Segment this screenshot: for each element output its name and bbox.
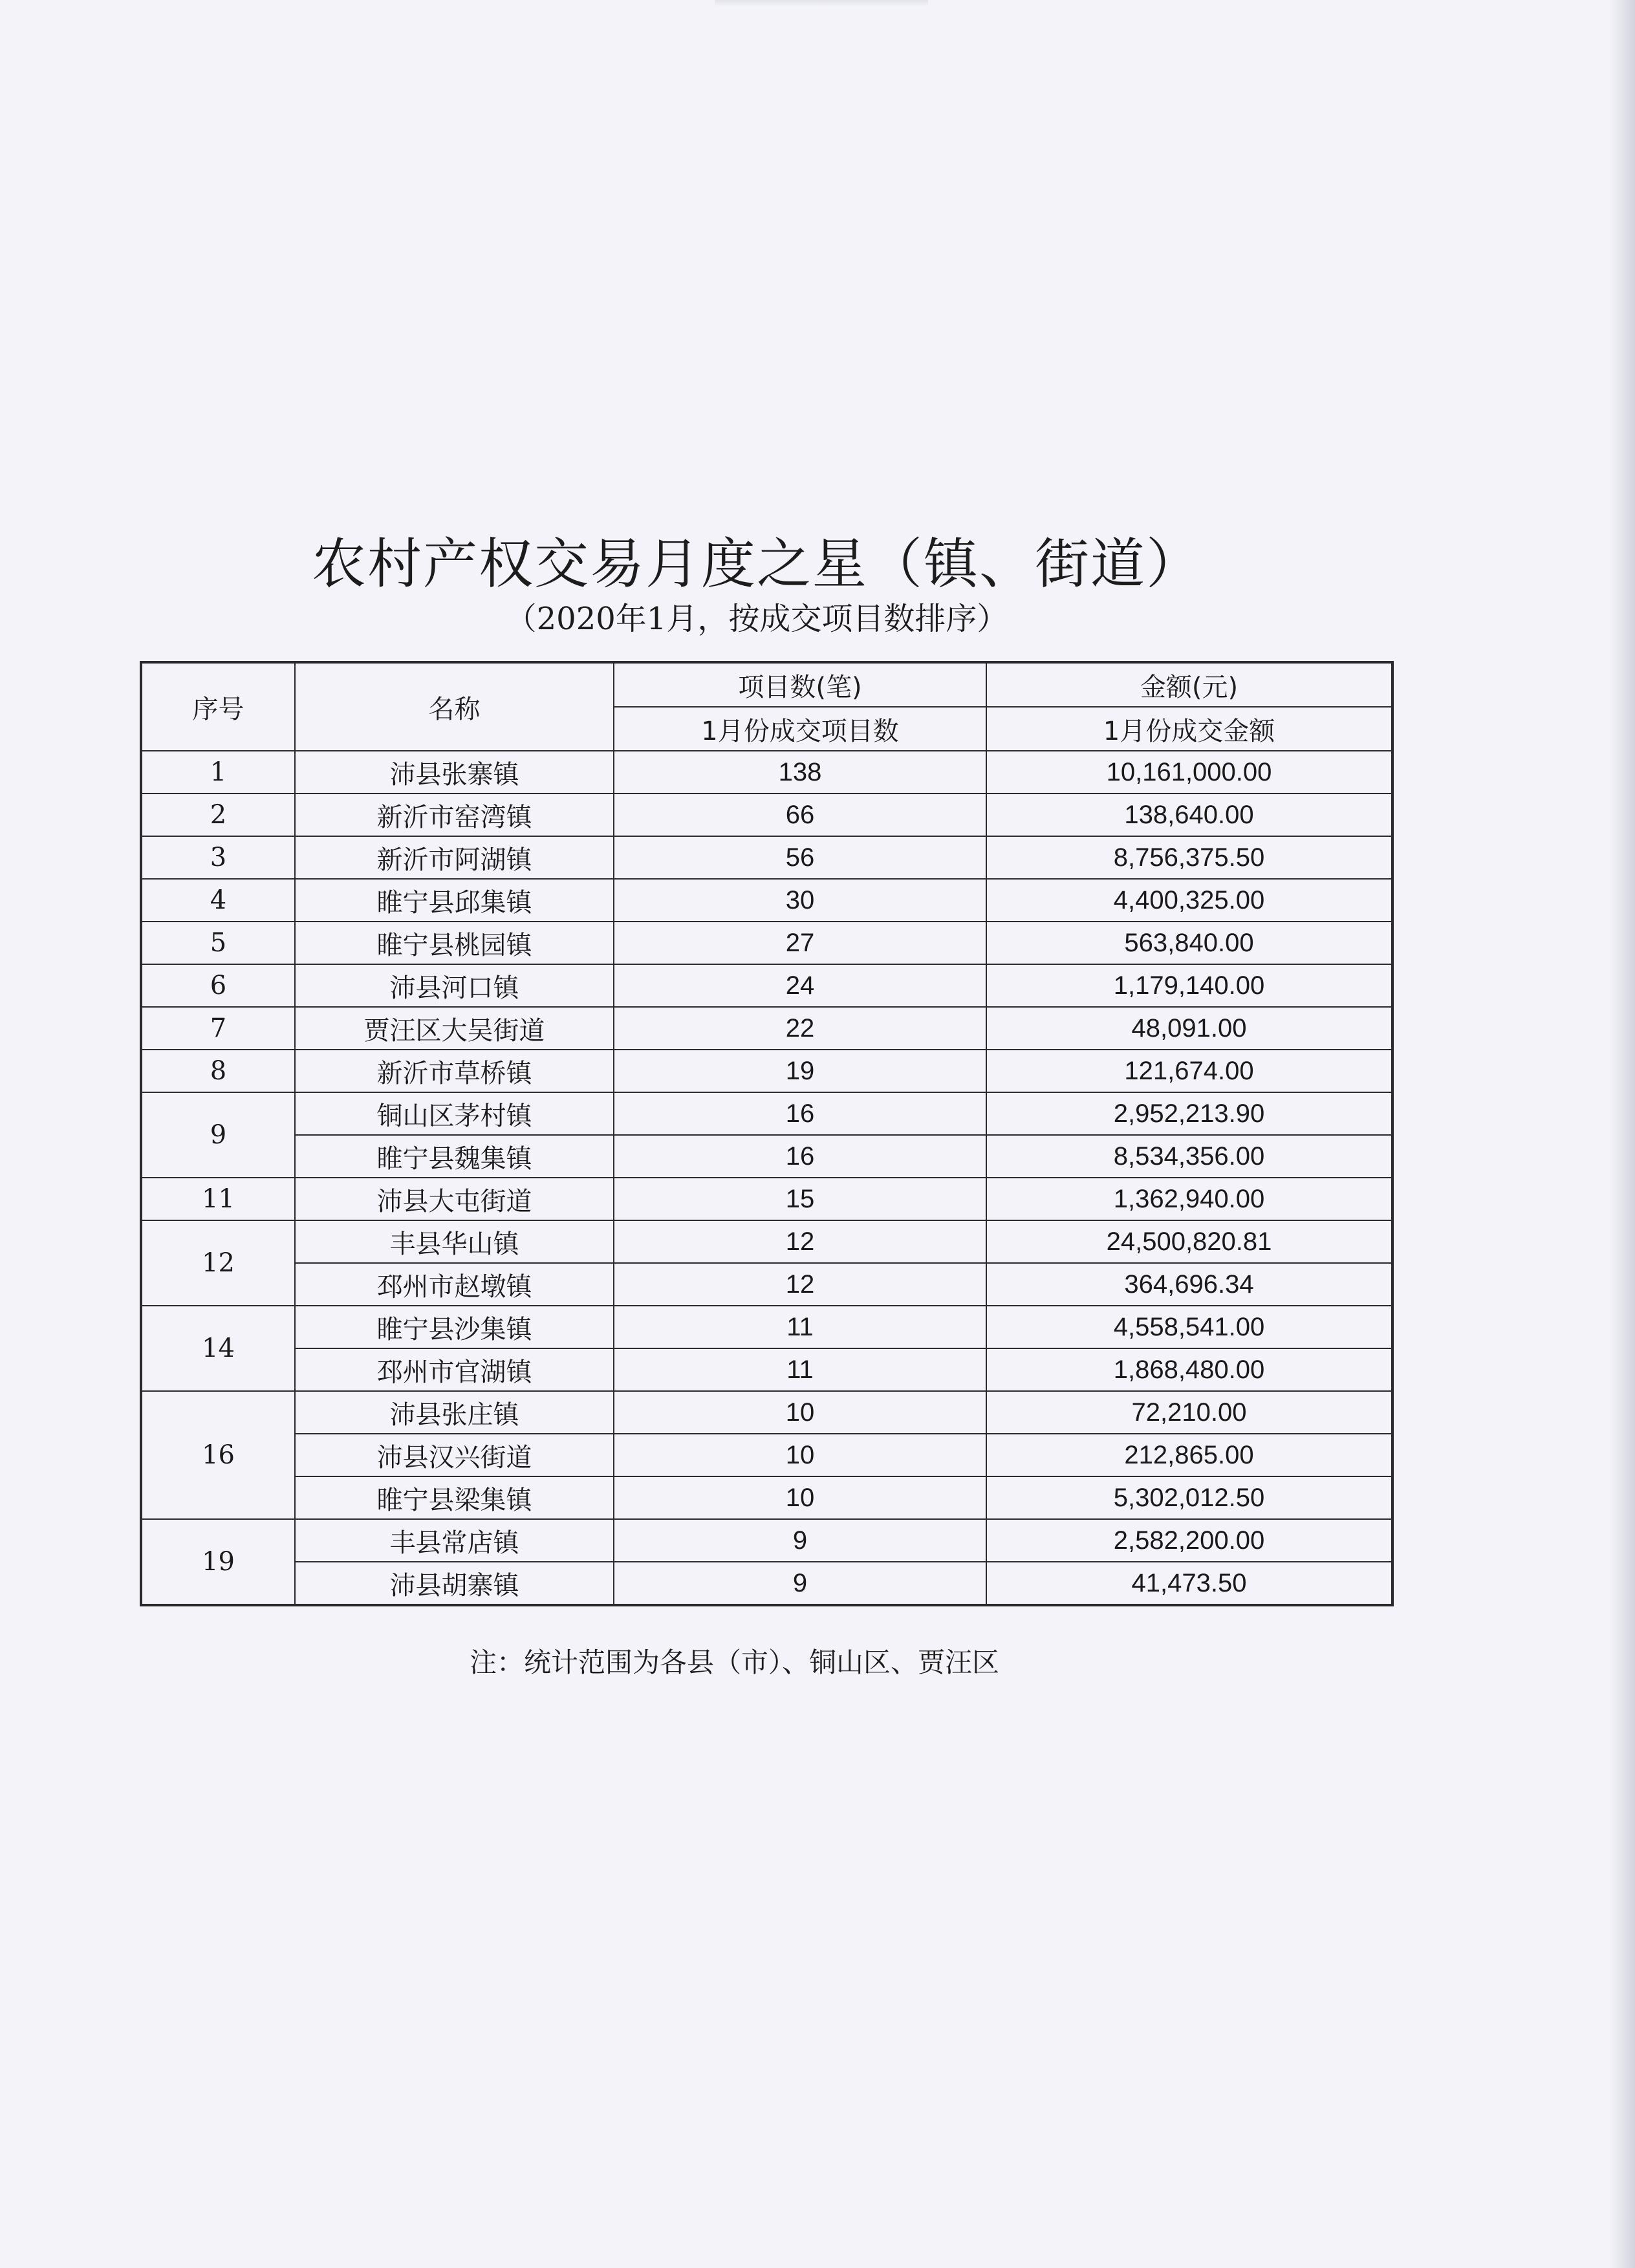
rank-cell: 1 bbox=[141, 751, 295, 794]
table-row bbox=[141, 879, 1392, 922]
count-cell: 11 bbox=[614, 1306, 986, 1348]
count-cell: 12 bbox=[614, 1263, 986, 1306]
header-rank: 序号 bbox=[141, 662, 295, 751]
count-cell: 16 bbox=[614, 1135, 986, 1178]
rank-cell: 5 bbox=[141, 922, 295, 964]
table-row bbox=[141, 1476, 1392, 1519]
amount-cell: 121,674.00 bbox=[986, 1050, 1392, 1092]
name-cell: 贾汪区大吴街道 bbox=[295, 1007, 614, 1050]
count-cell: 15 bbox=[614, 1178, 986, 1220]
amount-cell: 41,473.50 bbox=[986, 1562, 1392, 1605]
name-cell: 睢宁县沙集镇 bbox=[295, 1306, 614, 1348]
table-row bbox=[141, 922, 1392, 964]
rank-cell: 6 bbox=[141, 964, 295, 1007]
amount-cell: 72,210.00 bbox=[986, 1391, 1392, 1434]
name-cell: 邳州市官湖镇 bbox=[295, 1348, 614, 1391]
table-row bbox=[141, 1562, 1392, 1605]
amount-cell: 48,091.00 bbox=[986, 1007, 1392, 1050]
header-amount-group: 金额(元) bbox=[986, 662, 1392, 707]
table-row bbox=[141, 1178, 1392, 1220]
table-row bbox=[141, 1434, 1392, 1476]
name-cell: 新沂市阿湖镇 bbox=[295, 836, 614, 879]
rank-cell: 8 bbox=[141, 1050, 295, 1092]
count-cell: 10 bbox=[614, 1391, 986, 1434]
footnote: 注：统计范围为各县（市）、铜山区、贾汪区 bbox=[470, 1647, 1000, 1678]
count-cell: 10 bbox=[614, 1476, 986, 1519]
table-row bbox=[141, 1391, 1392, 1434]
count-cell: 24 bbox=[614, 964, 986, 1007]
name-cell: 睢宁县梁集镇 bbox=[295, 1476, 614, 1519]
table-row bbox=[141, 1092, 1392, 1135]
amount-cell: 10,161,000.00 bbox=[986, 751, 1392, 794]
name-cell: 丰县华山镇 bbox=[295, 1220, 614, 1263]
header-amount-sub: 1月份成交金额 bbox=[986, 707, 1392, 751]
name-cell: 新沂市窑湾镇 bbox=[295, 794, 614, 836]
rank-cell: 9 bbox=[141, 1092, 295, 1178]
amount-cell: 2,582,200.00 bbox=[986, 1519, 1392, 1562]
rank-cell: 16 bbox=[141, 1391, 295, 1519]
count-cell: 12 bbox=[614, 1220, 986, 1263]
amount-cell: 8,534,356.00 bbox=[986, 1135, 1392, 1178]
amount-cell: 4,558,541.00 bbox=[986, 1306, 1392, 1348]
name-cell: 睢宁县魏集镇 bbox=[295, 1135, 614, 1178]
count-cell: 22 bbox=[614, 1007, 986, 1050]
name-cell: 睢宁县桃园镇 bbox=[295, 922, 614, 964]
amount-cell: 5,302,012.50 bbox=[986, 1476, 1392, 1519]
rank-cell: 11 bbox=[141, 1178, 295, 1220]
header-count-group: 项目数(笔) bbox=[614, 662, 986, 707]
count-cell: 11 bbox=[614, 1348, 986, 1391]
rank-cell: 3 bbox=[141, 836, 295, 879]
rank-cell: 4 bbox=[141, 879, 295, 922]
count-cell: 9 bbox=[614, 1562, 986, 1605]
table-row bbox=[141, 794, 1392, 836]
table-row bbox=[141, 836, 1392, 879]
count-cell: 16 bbox=[614, 1092, 986, 1135]
table-row bbox=[141, 751, 1392, 794]
rank-cell: 7 bbox=[141, 1007, 295, 1050]
count-cell: 56 bbox=[614, 836, 986, 879]
amount-cell: 1,179,140.00 bbox=[986, 964, 1392, 1007]
table-row bbox=[141, 1519, 1392, 1562]
rank-cell: 19 bbox=[141, 1519, 295, 1605]
table-body bbox=[141, 751, 1392, 1605]
name-cell: 新沂市草桥镇 bbox=[295, 1050, 614, 1092]
scan-edge-shadow bbox=[1609, 0, 1635, 2268]
table-row bbox=[141, 1007, 1392, 1050]
scan-artifact bbox=[715, 0, 928, 6]
rank-cell: 2 bbox=[141, 794, 295, 836]
count-cell: 27 bbox=[614, 922, 986, 964]
header-row-main bbox=[141, 662, 1392, 707]
amount-cell: 212,865.00 bbox=[986, 1434, 1392, 1476]
table-row bbox=[141, 1348, 1392, 1391]
rank-cell: 12 bbox=[141, 1220, 295, 1306]
count-cell: 9 bbox=[614, 1519, 986, 1562]
amount-cell: 1,362,940.00 bbox=[986, 1178, 1392, 1220]
count-cell: 66 bbox=[614, 794, 986, 836]
name-cell: 铜山区茅村镇 bbox=[295, 1092, 614, 1135]
name-cell: 沛县大屯街道 bbox=[295, 1178, 614, 1220]
amount-cell: 364,696.34 bbox=[986, 1263, 1392, 1306]
count-cell: 19 bbox=[614, 1050, 986, 1092]
count-cell: 10 bbox=[614, 1434, 986, 1476]
amount-cell: 138,640.00 bbox=[986, 794, 1392, 836]
name-cell: 睢宁县邱集镇 bbox=[295, 879, 614, 922]
name-cell: 沛县张寨镇 bbox=[295, 751, 614, 794]
amount-cell: 2,952,213.90 bbox=[986, 1092, 1392, 1135]
header-name: 名称 bbox=[295, 662, 614, 751]
name-cell: 沛县张庄镇 bbox=[295, 1391, 614, 1434]
table-header bbox=[141, 662, 1392, 751]
document-subtitle: （2020年1月，按成交项目数排序） bbox=[505, 601, 1008, 637]
table-row bbox=[141, 1306, 1392, 1348]
rank-cell: 14 bbox=[141, 1306, 295, 1391]
count-cell: 138 bbox=[614, 751, 986, 794]
name-cell: 沛县河口镇 bbox=[295, 964, 614, 1007]
amount-cell: 8,756,375.50 bbox=[986, 836, 1392, 879]
table-row bbox=[141, 964, 1392, 1007]
table-row bbox=[141, 1050, 1392, 1092]
ranking-table bbox=[140, 661, 1394, 1606]
table-row bbox=[141, 1135, 1392, 1178]
amount-cell: 563,840.00 bbox=[986, 922, 1392, 964]
amount-cell: 1,868,480.00 bbox=[986, 1348, 1392, 1391]
document-title: 农村产权交易月度之星（镇、街道） bbox=[311, 532, 1202, 596]
table-row bbox=[141, 1263, 1392, 1306]
name-cell: 沛县汉兴街道 bbox=[295, 1434, 614, 1476]
name-cell: 沛县胡寨镇 bbox=[295, 1562, 614, 1605]
amount-cell: 24,500,820.81 bbox=[986, 1220, 1392, 1263]
name-cell: 邳州市赵墩镇 bbox=[295, 1263, 614, 1306]
amount-cell: 4,400,325.00 bbox=[986, 879, 1392, 922]
header-count-sub: 1月份成交项目数 bbox=[614, 707, 986, 751]
count-cell: 30 bbox=[614, 879, 986, 922]
table-row bbox=[141, 1220, 1392, 1263]
name-cell: 丰县常店镇 bbox=[295, 1519, 614, 1562]
